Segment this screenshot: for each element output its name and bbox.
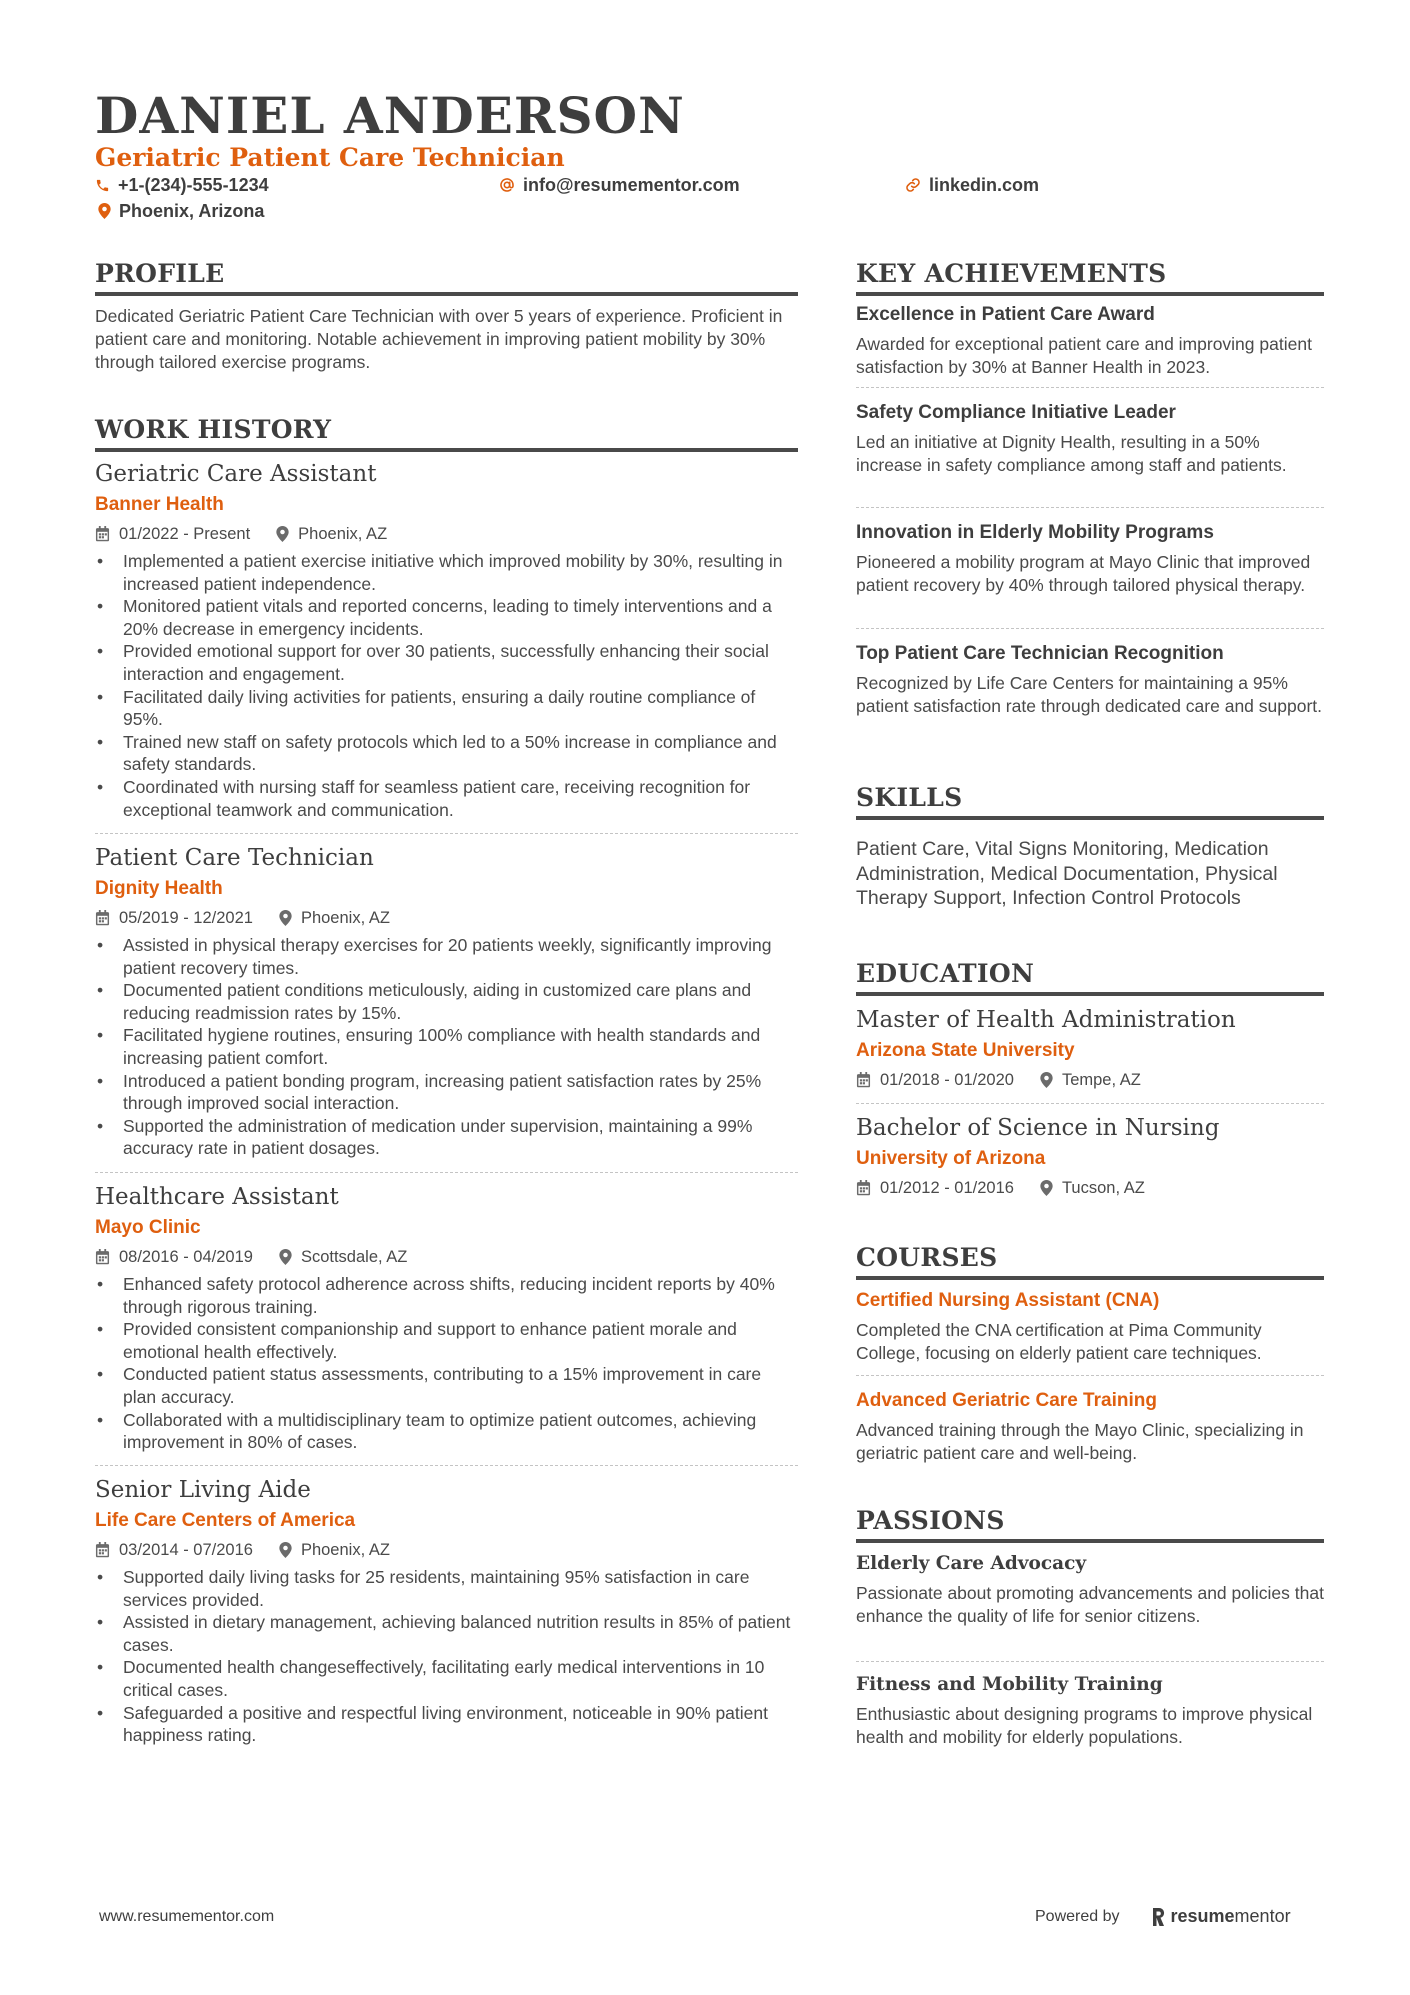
location-text: Phoenix, Arizona bbox=[119, 201, 265, 221]
achievement-desc: Led an initiative at Dignity Health, resulting in a 50% increase in safety compliance among staff and patients. bbox=[856, 432, 1287, 475]
passions-section bbox=[856, 1504, 1324, 1543]
passion-desc: Enthusiastic about designing programs to improve physical health and mobility for elderly populations. bbox=[856, 1704, 1313, 1747]
calendar-icon bbox=[95, 910, 110, 926]
candidate-title: Geriatric Patient Care Technician bbox=[95, 143, 565, 172]
job-company: Dignity Health bbox=[95, 878, 223, 899]
job-company: Life Care Centers of America bbox=[95, 1510, 356, 1531]
course-title: Advanced Geriatric Care Training bbox=[856, 1390, 1157, 1411]
course-desc: Advanced training through the Mayo Clinic, specializing in geriatric patient care and well-being. bbox=[856, 1420, 1304, 1463]
section-rule bbox=[856, 992, 1324, 996]
course-item bbox=[856, 1288, 1324, 1365]
profile-text: Dedicated Geriatric Patient Care Technician with over 5 years of experience. Proficient in patient care and monitoring. Notable achievement in improving patient mobility by 30% through tailored exercise programs. bbox=[95, 306, 783, 372]
job-entry bbox=[95, 459, 798, 821]
skills-text: Patient Care, Vital Signs Monitoring, Medication Administration, Medical Documentation, Physical Therapy Support, Infection Control Protocols bbox=[856, 838, 1278, 909]
job-entry bbox=[95, 1475, 798, 1747]
work-history-heading: WORK HISTORY bbox=[95, 415, 332, 444]
phone-icon bbox=[95, 178, 110, 193]
map-pin-icon bbox=[279, 1542, 292, 1558]
brand-logo[interactable] bbox=[1150, 1906, 1291, 1927]
achievement-title: Innovation in Elderly Mobility Programs bbox=[856, 522, 1214, 543]
section-rule bbox=[856, 292, 1324, 296]
achievement-title: Safety Compliance Initiative Leader bbox=[856, 402, 1176, 423]
calendar-icon bbox=[95, 1542, 110, 1558]
job-meta bbox=[95, 907, 798, 929]
job-bullets bbox=[95, 550, 798, 821]
profile-heading: PROFILE bbox=[95, 259, 225, 288]
entry-divider bbox=[856, 1661, 1324, 1662]
bullet-item: • Collaborated with a multidisciplinary team to optimize patient outcomes, achieving improvement in 80% of cases. bbox=[95, 1409, 798, 1454]
job-dates: 05/2019 - 12/2021 bbox=[119, 909, 253, 927]
entry-divider bbox=[95, 1465, 798, 1466]
bullet-item: • Coordinated with nursing staff for seamless patient care, receiving recognition for exceptional teamwork and communication. bbox=[95, 776, 798, 821]
education-dates: 01/2018 - 01/2020 bbox=[880, 1071, 1014, 1089]
bullet-item: • Supported daily living tasks for 25 residents, maintaining 95% satisfaction in care services provided. bbox=[95, 1566, 798, 1611]
resumementor-logo-icon bbox=[1150, 1907, 1166, 1927]
passion-title: Elderly Care Advocacy bbox=[856, 1553, 1087, 1574]
section-rule bbox=[856, 1276, 1324, 1280]
phone-text: +1-(234)-555-1234 bbox=[118, 175, 269, 195]
contact-linkedin[interactable] bbox=[905, 173, 1039, 197]
course-title: Certified Nursing Assistant (CNA) bbox=[856, 1290, 1160, 1311]
passion-title: Fitness and Mobility Training bbox=[856, 1674, 1163, 1695]
achievements-heading: KEY ACHIEVEMENTS bbox=[856, 259, 1167, 288]
education-location: Tempe, AZ bbox=[1061, 1071, 1141, 1089]
passion-item bbox=[856, 1551, 1324, 1628]
brand-name-bold: resume bbox=[1170, 1906, 1235, 1926]
section-rule bbox=[856, 1539, 1324, 1543]
education-heading: EDUCATION bbox=[856, 959, 1035, 988]
education-location: Tucson, AZ bbox=[1061, 1179, 1145, 1197]
at-icon bbox=[499, 177, 515, 193]
contact-email[interactable] bbox=[499, 173, 740, 197]
achievement-title: Top Patient Care Technician Recognition bbox=[856, 643, 1224, 664]
map-pin-icon bbox=[279, 1249, 292, 1265]
map-pin-icon bbox=[279, 910, 292, 926]
profile-section bbox=[95, 257, 798, 374]
bullet-item: • Facilitated hygiene routines, ensuring 100% compliance with health standards and increasing patient comfort. bbox=[95, 1024, 798, 1069]
section-rule bbox=[95, 448, 798, 452]
powered-by-label: Powered by bbox=[1035, 1907, 1120, 1925]
bullet-item: • Facilitated daily living activities for patients, ensuring a daily routine compliance of 95%. bbox=[95, 686, 798, 731]
bullet-item: • Documented patient conditions meticulously, aiding in customized care plans and reducing readmission rates by 15%. bbox=[95, 979, 798, 1024]
skills-section bbox=[856, 781, 1324, 911]
bullet-item: • Documented health changeseffectively, facilitating early medical interventions in 10 critical cases. bbox=[95, 1656, 798, 1701]
calendar-icon bbox=[95, 526, 110, 542]
job-meta bbox=[95, 1539, 798, 1561]
job-location: Phoenix, AZ bbox=[300, 909, 390, 927]
achievement-item bbox=[856, 641, 1324, 718]
courses-heading: COURSES bbox=[856, 1243, 998, 1272]
achievement-item bbox=[856, 520, 1324, 597]
job-location: Phoenix, AZ bbox=[300, 1541, 390, 1559]
job-meta bbox=[95, 1246, 798, 1268]
entry-divider bbox=[95, 833, 798, 834]
degree-title: Master of Health Administration bbox=[856, 1007, 1236, 1033]
job-location: Phoenix, AZ bbox=[298, 525, 388, 543]
passion-item bbox=[856, 1672, 1324, 1749]
course-item bbox=[856, 1388, 1324, 1465]
entry-divider bbox=[856, 628, 1324, 629]
map-pin-icon bbox=[1040, 1072, 1053, 1088]
job-title: Healthcare Assistant bbox=[95, 1184, 339, 1210]
bullet-item: • Provided emotional support for over 30 patients, successfully enhancing their social interaction and engagement. bbox=[95, 640, 798, 685]
job-entry bbox=[95, 843, 798, 1160]
job-bullets bbox=[95, 1566, 798, 1747]
job-location: Scottsdale, AZ bbox=[300, 1248, 408, 1266]
degree-title: Bachelor of Science in Nursing bbox=[856, 1115, 1220, 1141]
candidate-name: DANIEL ANDERSON bbox=[95, 86, 685, 145]
achievements-section bbox=[856, 257, 1324, 296]
bullet-item: • Introduced a patient bonding program, increasing patient satisfaction rates by 25% through improved social interaction. bbox=[95, 1070, 798, 1115]
passions-heading: PASSIONS bbox=[856, 1506, 1005, 1535]
achievement-desc: Pioneered a mobility program at Mayo Clinic that improved patient recovery by 40% through tailored physical therapy. bbox=[856, 552, 1311, 595]
section-rule bbox=[95, 292, 798, 296]
bullet-item: • Assisted in physical therapy exercises for 20 patients weekly, significantly improving patient recovery times. bbox=[95, 934, 798, 979]
entry-divider bbox=[95, 1172, 798, 1173]
entry-divider bbox=[856, 507, 1324, 508]
job-entry bbox=[95, 1182, 798, 1454]
calendar-icon bbox=[856, 1180, 871, 1196]
achievement-item bbox=[856, 302, 1324, 379]
job-company: Banner Health bbox=[95, 494, 224, 515]
bullet-item: • Trained new staff on safety protocols which led to a 50% increase in compliance and safety standards. bbox=[95, 731, 798, 776]
achievement-item bbox=[856, 400, 1324, 477]
linkedin-text: linkedin.com bbox=[929, 175, 1040, 195]
bullet-item: • Safeguarded a positive and respectful living environment, noticeable in 90% patient happiness rating. bbox=[95, 1702, 798, 1747]
school-name: Arizona State University bbox=[856, 1040, 1075, 1061]
footer-branding bbox=[1035, 1906, 1291, 1927]
job-dates: 08/2016 - 04/2019 bbox=[119, 1248, 253, 1266]
section-rule bbox=[856, 816, 1324, 820]
education-dates: 01/2012 - 01/2016 bbox=[880, 1179, 1014, 1197]
job-title: Geriatric Care Assistant bbox=[95, 461, 377, 487]
education-meta bbox=[856, 1069, 1324, 1091]
bullet-item: • Implemented a patient exercise initiative which improved mobility by 30%, resulting in increased patient independence. bbox=[95, 550, 798, 595]
job-dates: 01/2022 - Present bbox=[119, 525, 251, 543]
bullet-item: • Enhanced safety protocol adherence across shifts, reducing incident reports by 40% through rigorous training. bbox=[95, 1273, 798, 1318]
link-icon bbox=[905, 177, 921, 193]
footer-website[interactable]: www.resumementor.com bbox=[99, 1908, 275, 1925]
map-pin-icon bbox=[98, 203, 111, 219]
contact-phone[interactable] bbox=[95, 173, 269, 197]
brand-name-light: mentor bbox=[1234, 1906, 1291, 1926]
courses-section bbox=[856, 1241, 1324, 1280]
school-name: University of Arizona bbox=[856, 1148, 1046, 1169]
work-history-section bbox=[95, 413, 798, 452]
job-dates: 03/2014 - 07/2016 bbox=[119, 1541, 253, 1559]
achievement-title: Excellence in Patient Care Award bbox=[856, 304, 1155, 325]
entry-divider bbox=[856, 1375, 1324, 1376]
course-desc: Completed the CNA certification at Pima Community College, focusing on elderly patient care techniques. bbox=[856, 1320, 1262, 1363]
passion-desc: Passionate about promoting advancements and policies that enhance the quality of life for senior citizens. bbox=[856, 1583, 1324, 1626]
map-pin-icon bbox=[1040, 1180, 1053, 1196]
contact-location bbox=[98, 199, 264, 223]
job-bullets bbox=[95, 1273, 798, 1454]
bullet-item: • Conducted patient status assessments, contributing to a 15% improvement in care plan accuracy. bbox=[95, 1363, 798, 1408]
skills-heading: SKILLS bbox=[856, 783, 963, 812]
bullet-item: • Monitored patient vitals and reported concerns, leading to timely interventions and a 20% decrease in emergency incidents. bbox=[95, 595, 798, 640]
calendar-icon bbox=[95, 1249, 110, 1265]
education-meta bbox=[856, 1177, 1324, 1199]
email-text: info@resumementor.com bbox=[523, 175, 740, 195]
achievement-desc: Awarded for exceptional patient care and improving patient satisfaction by 30% at Banner Health in 2023. bbox=[856, 334, 1312, 377]
entry-divider bbox=[856, 387, 1324, 388]
education-item bbox=[856, 1113, 1324, 1199]
calendar-icon bbox=[856, 1072, 871, 1088]
education-section bbox=[856, 957, 1324, 996]
job-bullets bbox=[95, 934, 798, 1160]
education-item bbox=[856, 1005, 1324, 1091]
job-title: Senior Living Aide bbox=[95, 1477, 311, 1503]
map-pin-icon bbox=[276, 526, 289, 542]
job-company: Mayo Clinic bbox=[95, 1217, 201, 1238]
bullet-item: • Supported the administration of medication under supervision, maintaining a 99% accuracy rate in patient dosages. bbox=[95, 1115, 798, 1160]
bullet-item: • Provided consistent companionship and support to enhance patient morale and emotional health effectively. bbox=[95, 1318, 798, 1363]
entry-divider bbox=[856, 1103, 1324, 1104]
achievement-desc: Recognized by Life Care Centers for maintaining a 95% patient satisfaction rate through dedicated care and support. bbox=[856, 673, 1322, 716]
job-title: Patient Care Technician bbox=[95, 845, 374, 871]
job-meta bbox=[95, 523, 798, 545]
bullet-item: • Assisted in dietary management, achieving balanced nutrition results in 85% of patient cases. bbox=[95, 1611, 798, 1656]
